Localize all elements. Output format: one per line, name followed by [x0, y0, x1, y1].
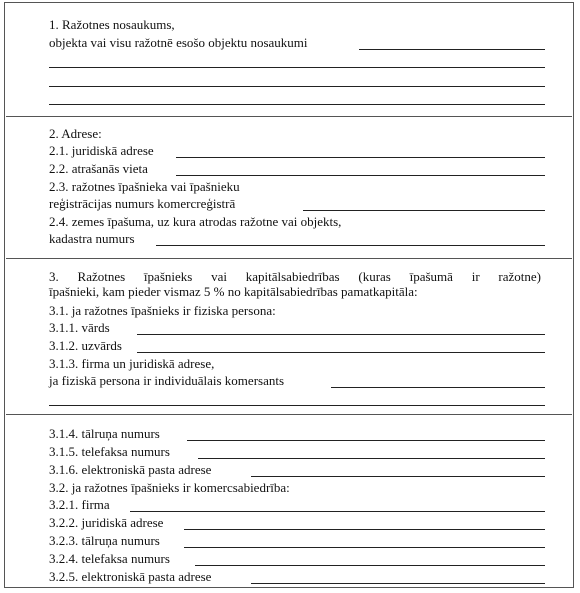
owner-intro-paragraph: [49, 269, 541, 299]
first-name-field[interactable]: [137, 334, 545, 335]
location-field[interactable]: [176, 175, 545, 176]
phone-label: 3.1.4. tālruņa numurs: [49, 426, 160, 441]
owner-reg-label-1: 2.3. ražotnes īpašnieka vai īpašnieku: [49, 179, 240, 194]
section-name-title: 1. Ražotnes nosaukums,: [49, 17, 175, 32]
company-address-field[interactable]: [184, 529, 545, 530]
company-phone-field[interactable]: [184, 547, 545, 548]
owner-reg-label-2: reģistrācijas numurs komercreģistrā: [49, 196, 236, 211]
first-name-label: 3.1.1. vārds: [49, 320, 110, 335]
company-fax-label: 3.2.4. telefaksa numurs: [49, 551, 170, 566]
legal-address-label: 2.1. juridiskā adrese: [49, 143, 154, 158]
firm-field-line-2[interactable]: [49, 405, 545, 406]
phone-field[interactable]: [187, 440, 545, 441]
fax-field[interactable]: [198, 458, 545, 459]
object-name-line-3[interactable]: [49, 86, 545, 87]
firm-field[interactable]: [331, 387, 545, 388]
email-field[interactable]: [251, 476, 545, 477]
form-frame: [4, 2, 574, 588]
company-email-label: 3.2.5. elektroniskā pasta adrese: [49, 569, 212, 584]
fax-label: 3.1.5. telefaksa numurs: [49, 444, 170, 459]
surname-field[interactable]: [137, 352, 545, 353]
section-name: [6, 3, 572, 116]
surname-label: 3.1.2. uzvārds: [49, 338, 122, 353]
legal-address-field[interactable]: [176, 157, 545, 158]
section-address: [6, 116, 572, 259]
company-heading: 3.2. ja ražotnes īpašnieks ir komercsabiedrība:: [49, 480, 290, 495]
company-firm-field[interactable]: [130, 511, 545, 512]
natural-person-heading: 3.1. ja ražotnes īpašnieks ir fiziska persona:: [49, 303, 276, 318]
object-name-line-4[interactable]: [49, 104, 545, 105]
firm-label-2: ja fiziskā persona ir individuālais komersants: [49, 373, 285, 388]
section-owner: [6, 258, 572, 415]
object-name-line-2[interactable]: [49, 67, 545, 68]
cadastre-label-1: 2.4. zemes īpašuma, uz kura atrodas ražotne vai objekts,: [49, 214, 342, 229]
email-label: 3.1.6. elektroniskā pasta adrese: [49, 462, 212, 477]
owner-intro-line-1: 3. Ražotnes īpašnieks vai kapitālsabiedrības (kuras īpašumā ir ražotne): [49, 269, 541, 284]
company-firm-label: 3.2.1. firma: [49, 497, 110, 512]
object-name-field[interactable]: [359, 49, 545, 50]
location-label: 2.2. atrašanās vieta: [49, 161, 148, 176]
company-address-label: 3.2.2. juridiskā adrese: [49, 515, 164, 530]
address-title: 2. Adrese:: [49, 126, 102, 141]
cadastre-field[interactable]: [156, 245, 545, 246]
company-email-field[interactable]: [251, 583, 545, 584]
company-phone-label: 3.2.3. tālruņa numurs: [49, 533, 160, 548]
object-name-label: objekta vai visu ražotnē esošo objektu nosaukumi: [49, 35, 308, 50]
cadastre-label-2: kadastra numurs: [49, 231, 135, 246]
firm-label-1: 3.1.3. firma un juridiskā adrese,: [49, 356, 215, 371]
owner-reg-field[interactable]: [303, 210, 545, 211]
company-fax-field[interactable]: [195, 565, 545, 566]
owner-intro-line-2: īpašnieki, kam pieder vismaz 5 % no kapitālsabiedrības pamatkapitāla:: [49, 284, 418, 299]
section-contacts: [6, 414, 572, 589]
